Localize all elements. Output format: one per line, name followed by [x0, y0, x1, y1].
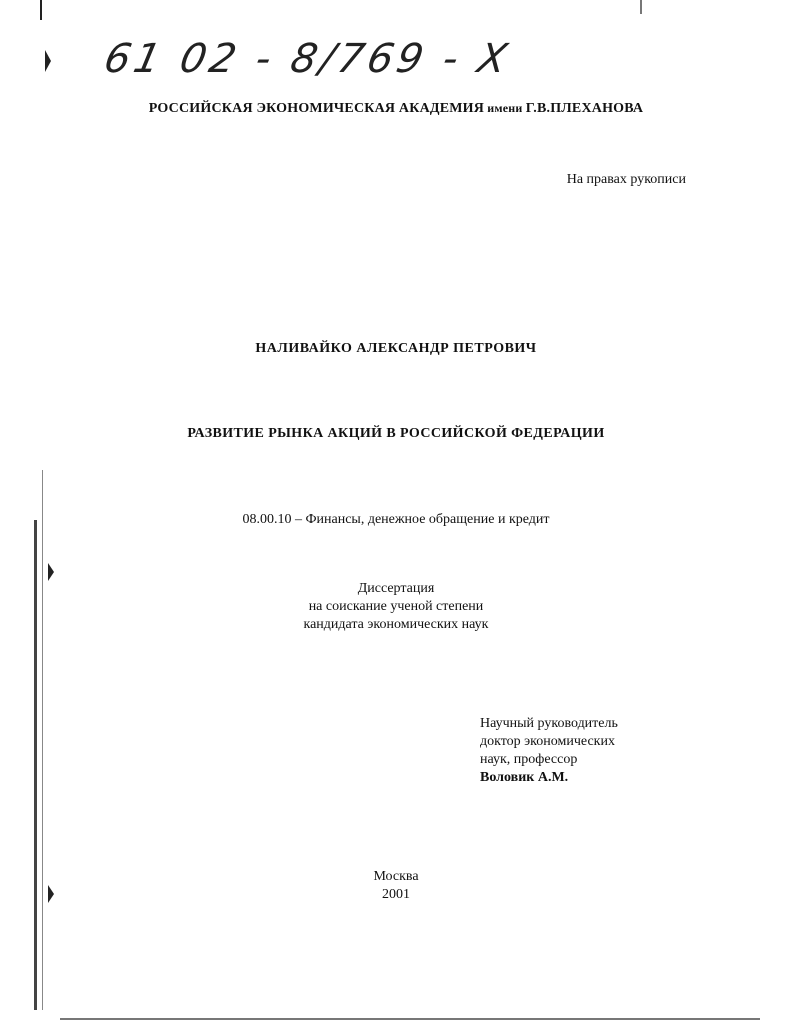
- author-name: НАЛИВАЙКО АЛЕКСАНДР ПЕТРОВИЧ: [255, 341, 537, 356]
- scan-edge-bottom: [60, 1018, 760, 1020]
- dissertation-title: РАЗВИТИЕ РЫНКА АКЦИЙ В РОССИЙСКОЙ ФЕДЕРАЦИИ: [187, 426, 605, 441]
- specialty-code: 08.00.10 – Финансы, денежное обращение и кредит: [242, 512, 550, 527]
- supervisor-line: наук, профессор: [480, 752, 578, 767]
- scan-edge-left-strip-thin: [42, 470, 43, 1010]
- institution-name: [0, 101, 792, 117]
- supervisor-name: Воловик А.М.: [480, 770, 569, 785]
- scan-edge-top-right: [640, 0, 642, 14]
- institution-prefix: РОССИЙСКАЯ ЭКОНОМИЧЕСКАЯ АКАДЕМИЯ: [148, 101, 485, 116]
- institution-suffix: Г.В.ПЛЕХАНОВА: [525, 101, 644, 116]
- degree-line: на соискание ученой степени: [308, 599, 484, 614]
- degree-line: кандидата экономических наук: [303, 617, 489, 632]
- handwritten-catalog-code: 61 02 - 8/769 - X: [100, 36, 515, 82]
- manuscript-note: На правах рукописи: [566, 172, 686, 187]
- institution-name-word: имени: [484, 101, 526, 115]
- scan-edge-left-mark: [45, 50, 51, 72]
- scan-edge-left-mark-2: [48, 563, 54, 581]
- city-year: [0, 868, 792, 904]
- scan-edge-left-top: [40, 0, 42, 20]
- supervisor-line: доктор экономических: [480, 734, 615, 749]
- supervisor-block: [480, 715, 618, 787]
- dissertation-degree: [0, 580, 792, 634]
- year: 2001: [382, 887, 410, 902]
- city: Москва: [373, 869, 419, 884]
- supervisor-line: Научный руководитель: [480, 716, 618, 731]
- degree-line: Диссертация: [357, 581, 435, 596]
